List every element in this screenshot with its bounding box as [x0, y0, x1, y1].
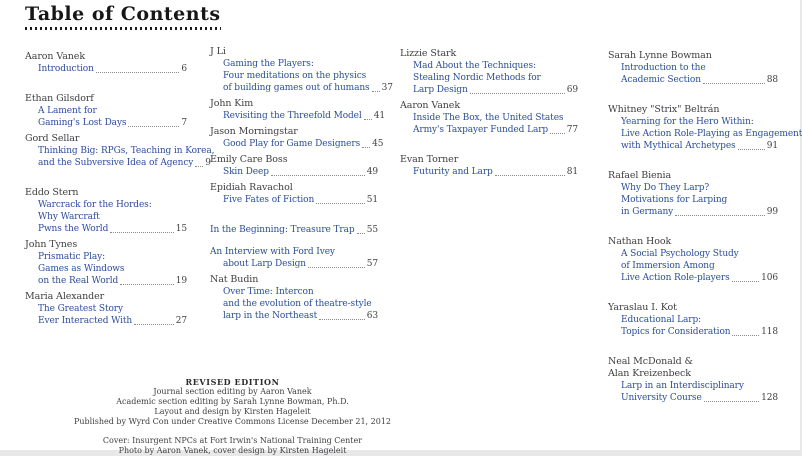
toc-entry [210, 46, 393, 94]
toc-entry [400, 100, 578, 136]
entry-title-line [25, 157, 211, 169]
entry-page-number: 49 [366, 167, 378, 177]
entry-title-text: in Germany [621, 207, 674, 217]
entry-page-number: 19 [175, 276, 187, 286]
entry-title-line: Prismatic Play: [38, 252, 106, 262]
toc-entry [608, 104, 802, 152]
entry-title-line [25, 315, 187, 327]
cover-credit-block [5, 436, 460, 456]
dot-leader [738, 149, 765, 150]
entry-title-line: Live Action Role-Playing as Engagement [621, 129, 802, 139]
page-title: Table of Contents [25, 3, 221, 25]
entry-title-line: Mad About the Techniques: [413, 61, 536, 71]
entry-page-number: 45 [372, 139, 384, 149]
toc-column-2 [210, 46, 393, 322]
entry-title-line [210, 138, 384, 150]
entry-title-text: and the Subversive Idea of Agency [38, 158, 194, 168]
entry-author: Whitney "Strix" Beltrán [608, 104, 720, 115]
entry-page-number: 88 [766, 75, 778, 85]
entry-page-number: 41 [373, 111, 385, 121]
toc-entry [608, 170, 778, 218]
toc-entry [25, 187, 187, 235]
toc-entry [210, 246, 378, 270]
dot-leader [470, 93, 565, 94]
entry-page-number: 69 [566, 85, 578, 95]
entry-page-number: 99 [766, 207, 778, 217]
toc-entry [400, 154, 578, 178]
toc-entry [400, 48, 578, 96]
toc-entry [210, 274, 378, 322]
entry-title-text: Skin Deep [223, 167, 269, 177]
entry-title-text: Ever Interacted With [38, 316, 133, 326]
entry-title-line: The Greatest Story [38, 304, 123, 314]
entry-title-text: with Mythical Archetypes [621, 141, 736, 151]
entry-title-line [608, 74, 778, 86]
credit-line: Journal section editing by Aaron Vanek [153, 387, 312, 396]
toc-entry [608, 356, 778, 404]
entry-title-line [400, 84, 578, 96]
entry-title-line [608, 392, 778, 404]
toc-entry [210, 182, 378, 206]
entry-title-line [210, 166, 378, 178]
entry-title-line [210, 82, 393, 94]
cover-credit-line-2: Photo by Aaron Vanek, cover design by Kirsten Hageleit [118, 446, 347, 455]
entry-page-number: 37 [381, 83, 393, 93]
dot-leader [110, 232, 173, 233]
entry-title-line [25, 275, 187, 287]
entry-author: Nat Budin [210, 274, 259, 285]
entry-title-text: Revisiting the Threefold Model [223, 111, 362, 121]
dot-leader [675, 215, 765, 216]
entry-page-number: 7 [181, 118, 187, 128]
entry-title-line: Yearning for the Hero Within: [621, 117, 754, 127]
entry-page-number: 118 [761, 327, 778, 337]
entry-page-number: 128 [761, 393, 778, 403]
page-title-block [25, 3, 221, 30]
entry-title-line: and the evolution of theatre-style [223, 299, 372, 309]
toc-entry [210, 154, 378, 178]
entry-title-text: University Course [621, 393, 702, 403]
entry-title-line: A Lament for [38, 106, 97, 116]
entry-title-text: on the Real World [38, 276, 119, 286]
entry-title-text: In the Beginning: Treasure Trap [210, 225, 355, 235]
entry-title-line [210, 224, 378, 236]
dot-leader [372, 91, 380, 92]
dot-leader [362, 147, 370, 148]
entry-author: Eddo Stern [25, 187, 79, 198]
dot-leader [703, 83, 765, 84]
entry-page-number: 9 [205, 158, 211, 168]
entry-page-number: 55 [366, 225, 378, 235]
dot-leader [308, 267, 365, 268]
credit-line: Layout and design by Kirsten Hageleit [154, 407, 311, 416]
entry-author: Aaron Vanek [400, 100, 460, 111]
entry-title-text: Topics for Consideration [621, 327, 731, 337]
entry-title-line: An Interview with Ford Ivey [210, 247, 335, 257]
entry-author: Ethan Gilsdorf [25, 93, 94, 104]
entry-title-line [25, 63, 187, 75]
entry-page-number: 91 [766, 141, 778, 151]
entry-title-line: Warcrack for the Hordes: [38, 200, 152, 210]
entry-title-line [400, 124, 578, 136]
title-dotted-underline [25, 27, 221, 30]
dot-leader [316, 203, 365, 204]
entry-author: Alan Kreizenbeck [608, 368, 691, 379]
toc-entry [210, 126, 384, 150]
toc-entry [25, 51, 187, 75]
entry-title-line: Introduction to the [621, 63, 706, 73]
entry-author: Aaron Vanek [25, 51, 85, 62]
toc-entry [25, 133, 215, 169]
credits-block [5, 377, 460, 456]
dot-leader [271, 175, 365, 176]
edition-label: REVISED EDITION [185, 377, 280, 387]
entry-author: Sarah Lynne Bowman [608, 50, 712, 61]
entry-title-line: Why Do They Larp? [621, 183, 710, 193]
entry-title-text: Larp Design [413, 85, 468, 95]
entry-author: John Kim [210, 98, 254, 109]
dot-leader [495, 175, 565, 176]
entry-page-number: 6 [181, 64, 187, 74]
toc-entry [210, 98, 385, 122]
entry-title-line [210, 194, 378, 206]
entry-title-line: Motivations for Larping [621, 195, 728, 205]
toc-entry [25, 239, 187, 287]
entry-page-number: 27 [175, 316, 187, 326]
entry-page-number: 51 [366, 195, 378, 205]
entry-title-line [608, 326, 778, 338]
entry-page-number: 81 [566, 167, 578, 177]
entry-page-number: 15 [175, 224, 187, 234]
entry-title-line: Stealing Nordic Methods for [413, 73, 541, 83]
toc-entry [210, 224, 378, 236]
toc-entry [608, 50, 778, 86]
entry-title-line: Thinking Big: RPGs, Teaching in Korea, [38, 146, 215, 156]
dot-leader [732, 281, 759, 282]
entry-author: Neal McDonald & [608, 356, 693, 367]
dot-leader [364, 119, 372, 120]
entry-title-line: Four meditations on the physics [223, 71, 367, 81]
entry-title-line: Inside The Box, the United States [413, 113, 564, 123]
entry-title-line: Educational Larp: [621, 315, 702, 325]
entry-title-text: Good Play for Game Designers [223, 139, 361, 149]
entry-title-text: about Larp Design [223, 259, 306, 269]
entry-title-text: Academic Section [621, 75, 701, 85]
entry-title-line [210, 258, 378, 270]
toc-entry [608, 236, 778, 284]
entry-title-line [25, 117, 187, 129]
entry-title-text: Five Fates of Fiction [223, 195, 315, 205]
entry-author: Jason Morningstar [210, 126, 298, 137]
entry-title-text: Army's Taxpayer Funded Larp [413, 125, 549, 135]
entry-title-line: Larp in an Interdisciplinary [621, 381, 744, 391]
entry-title-text: Introduction [38, 64, 94, 74]
credits-lines [5, 387, 460, 427]
entry-title-line [210, 110, 385, 122]
toc-entry [25, 291, 187, 327]
entry-page-number: 77 [566, 125, 578, 135]
dot-leader [96, 72, 180, 73]
entry-page-number: 106 [761, 273, 778, 283]
entry-author: Epidiah Ravachol [210, 182, 293, 193]
entry-title-line: Gaming the Players: [223, 59, 314, 69]
dot-leader [732, 335, 759, 336]
dot-leader [128, 126, 179, 127]
toc-column-1 [25, 46, 215, 327]
entry-author: Emily Care Boss [210, 154, 288, 165]
toc-column-4 [608, 46, 802, 404]
entry-title-text: of building games out of humans [223, 83, 370, 93]
dot-leader [134, 324, 174, 325]
dot-leader [319, 319, 365, 320]
dot-leader [120, 284, 174, 285]
entry-title-text: Live Action Role-players [621, 273, 730, 283]
entry-author: Yaraslau I. Kot [608, 302, 677, 313]
entry-title-text: Gaming's Lost Days [38, 118, 127, 128]
entry-title-line: A Social Psychology Study [621, 249, 739, 259]
entry-page-number: 63 [366, 311, 378, 321]
entry-author: Gord Sellar [25, 133, 80, 144]
cover-credit-line: Cover: Insurgent NPCs at Fort Irwin's National Training Center [102, 436, 363, 445]
entry-title-line: Over Time: Intercon [223, 287, 314, 297]
entry-title-line [608, 272, 778, 284]
toc-column-3 [400, 46, 578, 178]
credit-line: Academic section editing by Sarah Lynne Bowman, Ph.D. [116, 397, 349, 406]
entry-title-text: larp in the Northeast [223, 311, 318, 321]
entry-title-line: Games as Windows [38, 264, 125, 274]
entry-title-line: Why Warcraft [38, 212, 100, 222]
entry-author: J Li [210, 46, 226, 57]
entry-title-line [608, 140, 778, 152]
entry-author: Nathan Hook [608, 236, 672, 247]
dot-leader [195, 166, 203, 167]
entry-page-number: 57 [366, 259, 378, 269]
dot-leader [357, 233, 365, 234]
entry-title-line [608, 206, 778, 218]
entry-title-line [210, 310, 378, 322]
entry-author: Evan Torner [400, 154, 459, 165]
dot-leader [550, 133, 565, 134]
entry-author: Rafael Bienia [608, 170, 672, 181]
entry-title-line [25, 223, 187, 235]
dot-leader [704, 401, 759, 402]
entry-author: John Tynes [25, 239, 78, 250]
entry-author: Maria Alexander [25, 291, 105, 302]
entry-title-text: Pwns the World [38, 224, 109, 234]
toc-entry [25, 93, 187, 129]
toc-entry [608, 302, 778, 338]
entry-author: Lizzie Stark [400, 48, 457, 59]
entry-title-text: Futurity and Larp [413, 167, 493, 177]
entry-title-line: of Immersion Among [621, 261, 715, 271]
entry-title-line [400, 166, 578, 178]
credit-line: Published by Wyrd Con under Creative Commons License December 21, 2012 [74, 417, 391, 426]
